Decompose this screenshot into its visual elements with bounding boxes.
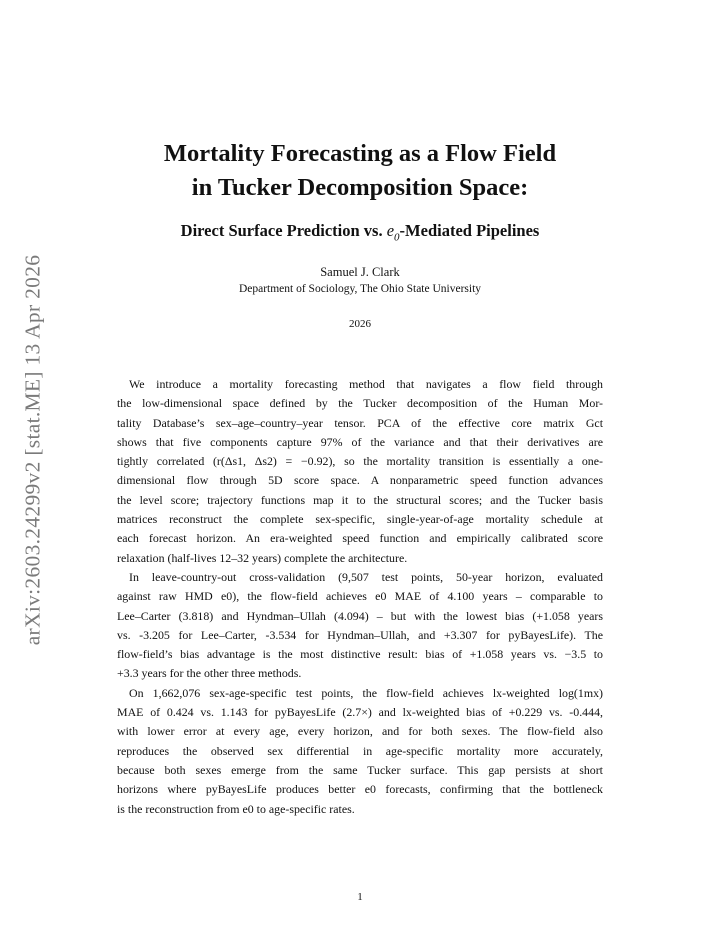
abstract-paragraph-3	[117, 684, 603, 819]
author-block	[0, 263, 720, 298]
arxiv-identifier-stamp: arXiv:2603.24299v2 [stat.ME] 13 Apr 2026	[20, 254, 45, 646]
subtitle-math-base: e	[386, 221, 395, 240]
abstract-paragraph-1	[117, 375, 603, 568]
subtitle-math-variable	[386, 221, 400, 244]
page-number: 1	[357, 891, 363, 903]
abstract-line: On 1,662,076 sex-age-specific test points, the flow-field achieves lx-weighted log(1mx)	[129, 685, 603, 700]
abstract-line: dimensional flow through 5D score space. A nonparametric speed function advances	[117, 473, 603, 488]
abstract-line: flow-field’s bias advantage is the most distinctive result: bias of +1.058 years vs. −3.5 to	[117, 647, 603, 662]
abstract-line: shows that five components capture 97% of the variance and that their derivatives are	[117, 434, 603, 449]
abstract-line: +3.3 years for the other three methods.	[117, 666, 302, 681]
title-line-2: in Tucker Decomposition Space:	[191, 174, 529, 201]
abstract-line: the low-dimensional space defined by the Tucker decomposition of the Human Mor-	[117, 396, 603, 411]
abstract-line: relaxation (half-lives 12–32 years) complete the architecture.	[117, 550, 408, 565]
abstract-line: horizons where pyBayesLife produces better e0 forecasts, confirming that the bottleneck	[117, 782, 603, 797]
abstract-line: reproduces the observed sex differential in age-specific mortality more accurately,	[117, 743, 603, 758]
abstract-line: MAE of 0.424 vs. 1.143 for pyBayesLife (2.7×) and lx-weighted bias of +0.229 vs. -0.444,	[117, 705, 603, 720]
author-affiliation: Department of Sociology, The Ohio State University	[238, 283, 482, 295]
abstract-line: against raw HMD e0), the flow-field achieves e0 MAE of 4.100 years – comparable to	[117, 589, 603, 604]
abstract-line: is the reconstruction from e0 to age-specific rates.	[117, 801, 355, 816]
subtitle-text-before: Direct Surface Prediction vs.	[180, 221, 387, 240]
paper-date: 2026	[349, 318, 371, 330]
subtitle-math-subscript: 0	[394, 231, 400, 244]
abstract-paragraph-2	[117, 568, 603, 684]
abstract	[117, 375, 603, 819]
abstract-line: each forecast horizon. An era-weighted speed function and empirically calibrated score	[117, 531, 603, 546]
title-line-1: Mortality Forecasting as a Flow Field	[163, 140, 557, 167]
author-name: Samuel J. Clark	[320, 265, 400, 279]
abstract-line: matrices reconstruct the complete sex-specific, single-year-of-age mortality schedule at	[117, 512, 603, 527]
abstract-line: tightly correlated (r(Δs1, Δs2) = −0.92), so the mortality transition is essentially a one-	[117, 454, 603, 469]
paper-subtitle	[0, 220, 720, 248]
abstract-line: because both sexes emerge from the same Tucker surface. This gap persists at short	[117, 762, 603, 777]
abstract-line: vs. -3.205 for Lee–Carter, -3.534 for Hyndman–Ullah, and +3.307 for pyBayesLife). The	[117, 627, 603, 642]
abstract-line: In leave-country-out cross-validation (9,507 test points, 50-year horizon, evaluated	[129, 569, 603, 584]
abstract-line: with lower error at every age, every horizon, and for both sexes. The flow-field also	[117, 724, 603, 739]
paper-title	[0, 137, 720, 205]
abstract-line: Lee–Carter (3.818) and Hyndman–Ullah (4.094) – but with the lowest bias (+1.058 years	[117, 608, 603, 623]
abstract-line: tality Database’s sex–age–country–year tensor. PCA of the effective core matrix Gct	[117, 415, 603, 430]
abstract-line: the level score; trajectory functions map it to the structural scores; and the Tucker basis	[117, 492, 603, 507]
subtitle-text-after: -Mediated Pipelines	[399, 221, 540, 240]
abstract-line: We introduce a mortality forecasting method that navigates a flow field through	[129, 377, 603, 391]
